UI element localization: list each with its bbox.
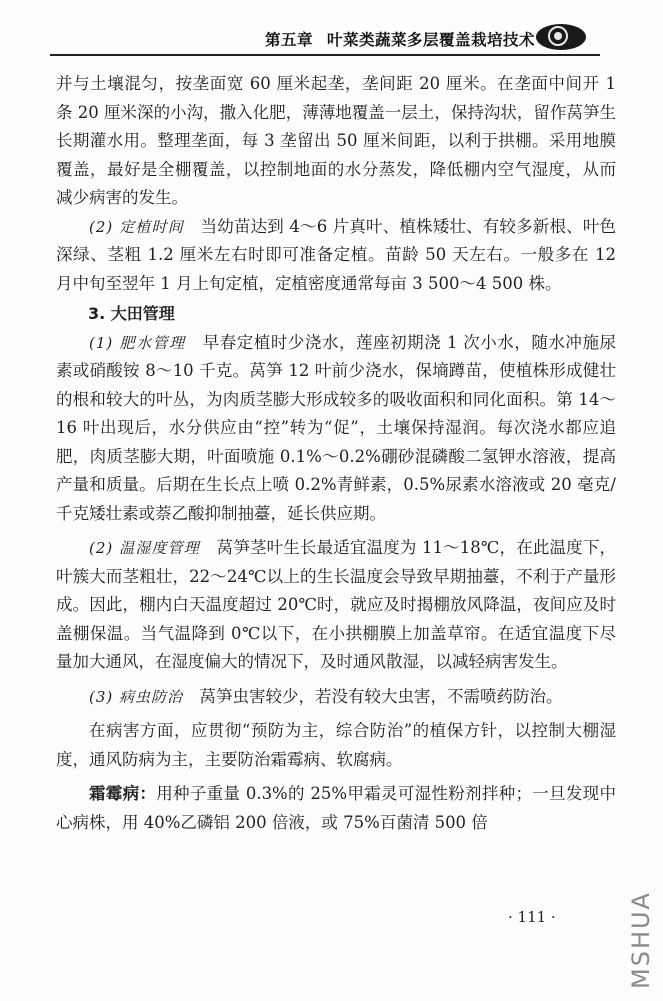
header-rule	[50, 54, 600, 56]
paragraph-pest-control	[56, 683, 616, 712]
watermark-text: MSHUA	[627, 891, 655, 989]
planting-time-text: 当幼苗达到 4～6 片真叶、植株矮壮、有较多新根、叶色深绿、茎粗 1.2 厘米左右时即可准备定植。苗龄 50 天左右。一般多在 12 月中旬至翌年 1 月上旬定植，定植密度通常每亩 3 500～4 500 株。	[56, 216, 616, 293]
paragraph-continued: 并与土壤混匀，按垄面宽 60 厘米起垄，垄间距 20 厘米。在垄面中间开 1 条 20 厘米深的小沟，撒入化肥，薄薄地覆盖一层土，保持沟状，留作莴笋生长期灌水用。整理垄面，每 3 垄留出 50 厘米间距，以利于拱棚。采用地膜覆盖，最好是全棚覆盖，以控制地面的水分蒸发，降低棚内空气湿度，从而减少病害的发生。	[56, 74, 616, 207]
term-temperature-humidity: (2) 温湿度管理	[89, 539, 200, 557]
body-text	[56, 70, 616, 837]
paragraph-temperature-humidity	[56, 534, 616, 677]
fertilizer-water-text: 早春定植时少浇水，莲座初期浇 1 次小水，随水冲施尿素或硝酸铵 8～10 千克。莴笋 12 叶前少浇水，保墒蹲苗，使植株形成健壮的根和较大的叶丛，为肉质茎膨大形成较多的吸收面积和同化面积。第 14～16 叶出现后，水分供应由“控”转为“促”，土壤保持湿润。每次浇水都应追肥，肉质茎膨大期，叶面喷施 0.1%～0.2%硼砂混磷酸二氢钾水溶液，提高产量和质量。后期在生长点上喷 0.2%青鲜素，0.5%尿素水溶液或 20 毫克/千克矮壮素或萘乙酸抑制抽薹，延长供应期。	[56, 332, 616, 523]
ornament-dot	[554, 32, 562, 40]
temperature-humidity-text: 莴笋茎叶生长最适宜温度为 11～18℃，在此温度下，叶簇大而茎粗壮，22～24℃以上的生长温度会导致早期抽薹，不利于产量形成。因此，棚内白天温度超过 20℃时，就应及时揭棚放风降温，夜间应及时盖棚保温。当气温降到 0℃以下，在小拱棚膜上加盖草帘。在适宜温度下尽量加大通风，在湿度偏大的情况下，及时通风散湿，以减轻病害发生。	[56, 538, 617, 671]
chapter-title: 叶菜类蔬菜多层覆盖栽培技术	[327, 31, 536, 49]
term-pest-control: (3) 病虫防治	[89, 687, 184, 706]
header-text	[265, 28, 535, 50]
watermark	[626, 885, 656, 995]
paragraph-planting-time	[56, 213, 616, 299]
term-fertilizer-water: (1) 肥水管理	[89, 333, 186, 352]
chapter-ornament-icon	[530, 22, 590, 52]
page-number: · 111 ·	[508, 908, 556, 926]
pest-control-text: 莴笋虫害较少，若没有较大虫害，不需喷药防治。	[199, 686, 563, 706]
paragraph-fertilizer-water	[56, 329, 616, 529]
term-planting-time: (2) 定植时间	[89, 217, 184, 236]
paragraph-disease-policy: 在病害方面，应贯彻“预防为主，综合防治”的植保方针，以控制大棚湿度，通风防病为主，主要防治霜霉病、软腐病。	[56, 721, 616, 769]
section-heading-field-management: 3. 大田管理	[88, 304, 175, 323]
chapter-number: 第五章	[265, 31, 314, 49]
downy-mildew-text: 用种子重量 0.3%的 25%甲霜灵可湿性粉剂拌种；一旦发现中心病株，用 40%乙磷铝 200 倍液，或 75%百菌清 500 倍	[56, 784, 616, 832]
paragraph-downy-mildew	[56, 780, 616, 837]
label-downy-mildew: 霜霉病：	[89, 784, 157, 803]
